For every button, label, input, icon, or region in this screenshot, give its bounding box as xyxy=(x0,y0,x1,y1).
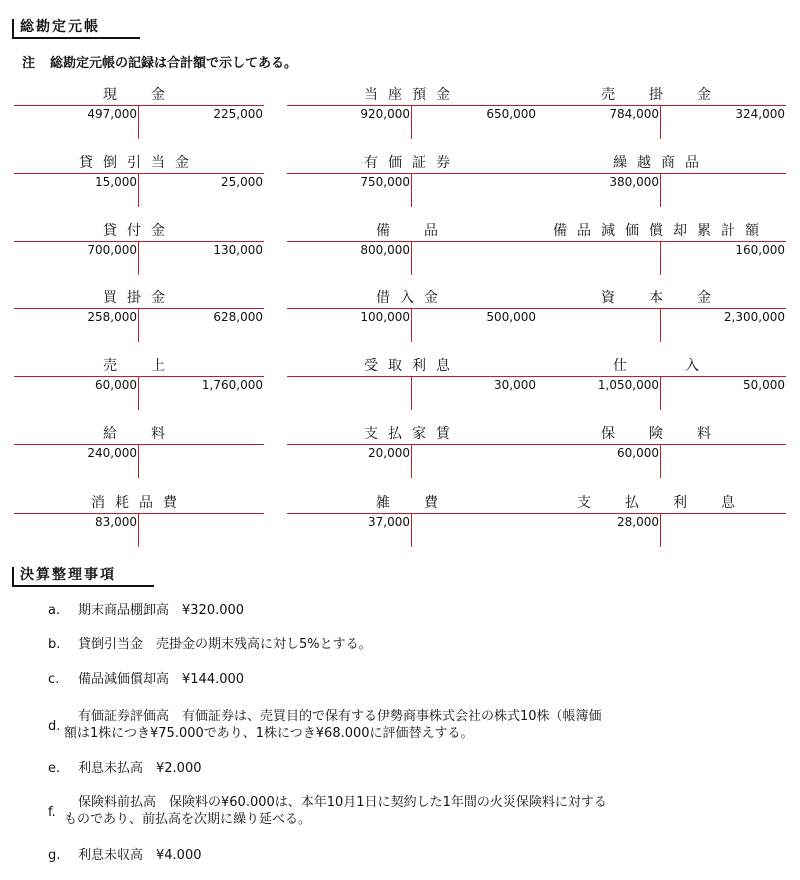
t-account-horizontal-rule xyxy=(14,241,264,242)
t-account-vertical-rule xyxy=(411,241,412,275)
t-account xyxy=(536,154,786,214)
account-name: 売 掛 金 xyxy=(601,87,721,103)
t-account-vertical-rule xyxy=(660,513,661,547)
account-name: 備品減価償却累計額 xyxy=(553,223,769,239)
t-account-horizontal-rule xyxy=(14,513,264,514)
t-account-vertical-rule xyxy=(660,241,661,275)
t-account-horizontal-rule xyxy=(536,105,786,106)
heading-underline xyxy=(12,585,154,587)
credit-amount: 30,000 xyxy=(494,378,536,392)
note-text: 総勘定元帳の記録は合計額で示してある。 xyxy=(50,56,298,71)
t-account xyxy=(287,222,537,282)
account-name: 買掛金 xyxy=(103,290,175,306)
t-account-horizontal-rule xyxy=(536,444,786,445)
debit-amount: 784,000 xyxy=(609,107,659,121)
debit-amount: 60,000 xyxy=(95,378,137,392)
item-letter: c. xyxy=(48,672,60,687)
account-name: 支払家賃 xyxy=(364,426,460,442)
t-account xyxy=(287,86,537,146)
debit-amount: 1,050,000 xyxy=(597,378,659,392)
t-account-horizontal-rule xyxy=(287,376,537,377)
item-text: 有価証券評価高 有価証券は、売買目的で保有する伊勢商事株式会社の株式10株（帳簿価 xyxy=(78,709,602,724)
t-account-vertical-rule xyxy=(411,308,412,342)
account-name: 貸倒引当金 xyxy=(79,155,199,171)
adjustment-item xyxy=(0,794,800,830)
credit-amount: 130,000 xyxy=(213,243,263,257)
item-text: 利息未払高 ¥2.000 xyxy=(78,761,202,776)
t-account-horizontal-rule xyxy=(287,173,537,174)
account-name: 繰越商品 xyxy=(613,155,709,171)
t-account xyxy=(536,494,786,554)
account-name: 売 上 xyxy=(103,358,175,374)
debit-amount: 28,000 xyxy=(617,515,659,529)
debit-amount: 700,000 xyxy=(87,243,137,257)
t-account-horizontal-rule xyxy=(536,513,786,514)
t-account xyxy=(536,357,786,417)
t-account xyxy=(14,289,264,349)
ledger-section-title: 総勘定元帳 xyxy=(20,19,100,35)
account-name: 給 料 xyxy=(103,426,175,442)
item-letter: f. xyxy=(48,805,56,820)
item-text: 期末商品棚卸高 ¥320.000 xyxy=(78,603,245,618)
t-account-horizontal-rule xyxy=(536,376,786,377)
t-account xyxy=(14,425,264,485)
item-letter: b. xyxy=(48,637,61,652)
item-text: 保険料前払高 保険料の¥60.000は、本年10月1日に契約した1年間の火災保険料に対する xyxy=(78,795,607,810)
credit-amount: 628,000 xyxy=(213,310,263,324)
credit-amount: 25,000 xyxy=(221,175,263,189)
note-tag: 注 xyxy=(22,56,36,71)
t-account-vertical-rule xyxy=(660,173,661,207)
credit-amount: 650,000 xyxy=(486,107,536,121)
t-account xyxy=(287,289,537,349)
debit-amount: 497,000 xyxy=(87,107,137,121)
t-account xyxy=(14,222,264,282)
t-account-vertical-rule xyxy=(411,173,412,207)
t-account-vertical-rule xyxy=(138,308,139,342)
item-text: 利息未収高 ¥4.000 xyxy=(78,848,202,863)
t-account-vertical-rule xyxy=(138,444,139,478)
t-account-vertical-rule xyxy=(138,241,139,275)
t-account-horizontal-rule xyxy=(287,444,537,445)
debit-amount: 750,000 xyxy=(360,175,410,189)
account-name: 貸付金 xyxy=(103,223,175,239)
debit-amount: 100,000 xyxy=(360,310,410,324)
t-account-horizontal-rule xyxy=(14,173,264,174)
t-account xyxy=(14,86,264,146)
t-account xyxy=(536,222,786,282)
item-letter: d. xyxy=(48,719,61,734)
t-account xyxy=(287,425,537,485)
account-name: 有価証券 xyxy=(364,155,460,171)
item-text: 貸倒引当金 売掛金の期末残高に対し5%とする。 xyxy=(78,637,372,652)
t-account xyxy=(287,494,537,554)
t-account-horizontal-rule xyxy=(14,376,264,377)
credit-amount: 500,000 xyxy=(486,310,536,324)
t-account-horizontal-rule xyxy=(287,105,537,106)
t-account-horizontal-rule xyxy=(287,308,537,309)
debit-amount: 37,000 xyxy=(368,515,410,529)
t-account-vertical-rule xyxy=(411,513,412,547)
t-account-horizontal-rule xyxy=(536,173,786,174)
t-account-vertical-rule xyxy=(660,105,661,139)
account-name: 消耗品費 xyxy=(91,495,187,511)
account-name: 借入金 xyxy=(376,290,448,306)
account-name: 当座預金 xyxy=(364,87,460,103)
t-account xyxy=(536,289,786,349)
adjustment-item xyxy=(0,708,800,744)
t-account-horizontal-rule xyxy=(536,308,786,309)
account-name: 現 金 xyxy=(103,87,175,103)
debit-amount: 240,000 xyxy=(87,446,137,460)
t-account-horizontal-rule xyxy=(287,241,537,242)
debit-amount: 60,000 xyxy=(617,446,659,460)
t-account-vertical-rule xyxy=(138,105,139,139)
debit-amount: 15,000 xyxy=(95,175,137,189)
adjustments-section-title: 決算整理事項 xyxy=(20,567,116,583)
account-name: 仕 入 xyxy=(613,358,709,374)
heading-bar xyxy=(12,567,14,585)
t-account xyxy=(287,154,537,214)
debit-amount: 258,000 xyxy=(87,310,137,324)
account-name: 支 払 利 息 xyxy=(577,495,745,511)
debit-amount: 800,000 xyxy=(360,243,410,257)
item-text-continued: 額は1株につき¥75.000であり、1株につき¥68.000に評価替えする。 xyxy=(64,726,474,741)
credit-amount: 160,000 xyxy=(735,243,785,257)
t-account xyxy=(14,357,264,417)
account-name: 雑 費 xyxy=(376,495,448,511)
item-letter: e. xyxy=(48,761,61,776)
t-account-horizontal-rule xyxy=(287,513,537,514)
t-account-vertical-rule xyxy=(660,308,661,342)
t-account-vertical-rule xyxy=(660,444,661,478)
t-account-horizontal-rule xyxy=(14,105,264,106)
item-text: 備品減価償却高 ¥144.000 xyxy=(78,672,245,687)
t-account-vertical-rule xyxy=(138,513,139,547)
t-account-vertical-rule xyxy=(660,376,661,410)
debit-amount: 20,000 xyxy=(368,446,410,460)
t-account xyxy=(536,86,786,146)
credit-amount: 225,000 xyxy=(213,107,263,121)
account-name: 資 本 金 xyxy=(601,290,721,306)
item-text-continued: ものであり、前払高を次期に繰り延べる。 xyxy=(64,812,312,827)
t-account-horizontal-rule xyxy=(536,241,786,242)
item-letter: g. xyxy=(48,848,61,863)
debit-amount: 380,000 xyxy=(609,175,659,189)
debit-amount: 83,000 xyxy=(95,515,137,529)
t-account-vertical-rule xyxy=(411,105,412,139)
t-account xyxy=(14,494,264,554)
credit-amount: 324,000 xyxy=(735,107,785,121)
t-account xyxy=(536,425,786,485)
t-account-horizontal-rule xyxy=(14,308,264,309)
t-account-vertical-rule xyxy=(138,173,139,207)
debit-amount: 920,000 xyxy=(360,107,410,121)
credit-amount: 1,760,000 xyxy=(201,378,263,392)
t-account xyxy=(14,154,264,214)
credit-amount: 2,300,000 xyxy=(723,310,785,324)
t-account xyxy=(287,357,537,417)
item-letter: a. xyxy=(48,603,61,618)
account-name: 保 険 料 xyxy=(601,426,721,442)
account-name: 備 品 xyxy=(376,223,448,239)
t-account-horizontal-rule xyxy=(14,444,264,445)
heading-bar xyxy=(12,19,14,37)
ledger-note xyxy=(22,52,297,71)
t-account-vertical-rule xyxy=(138,376,139,410)
credit-amount: 50,000 xyxy=(743,378,785,392)
t-account-vertical-rule xyxy=(411,444,412,478)
t-account-vertical-rule xyxy=(411,376,412,410)
heading-underline xyxy=(12,37,140,39)
account-name: 受取利息 xyxy=(364,358,460,374)
